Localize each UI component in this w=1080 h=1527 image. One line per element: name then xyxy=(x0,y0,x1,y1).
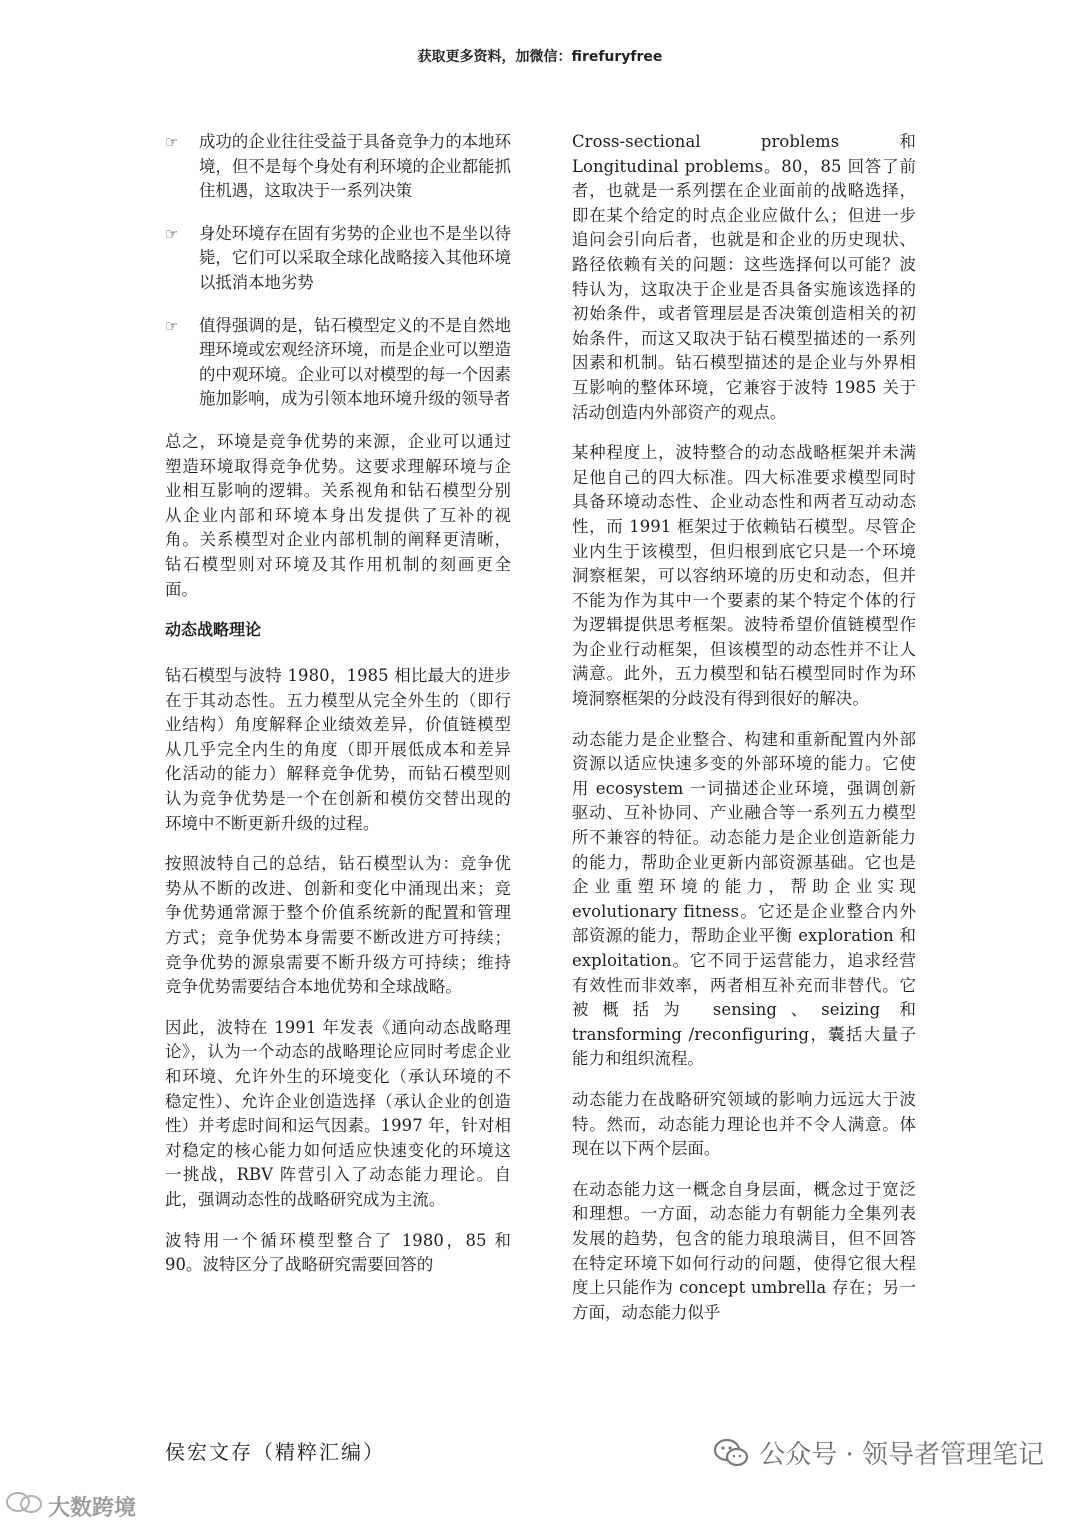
bullet-item xyxy=(165,130,511,204)
summary-paragraph: 总之，环境是竞争优势的来源，企业可以通过塑造环境取得竞争优势。这要求理解环境与企业相互影响的逻辑。关系视角和钻石模型分别从企业内部和环境本身出发提供了互补的视角。关系模型对企业内部机制的阐释更清晰，钻石模型则对环境及其作用机制的刻画更全面。 xyxy=(165,431,511,599)
pointing-hand-icon: ☞ xyxy=(165,224,179,243)
pointing-hand-icon: ☞ xyxy=(165,316,179,335)
chat-bubble-icon xyxy=(4,1490,44,1522)
body-paragraph: 在动态能力这一概念自身层面，概念过于宽泛和理想。一方面，动态能力有朝能力全集列表发展的趋势，包含的能力琅琅满目，但不回答在特定环境下如何行动的问题，使得它很大程度上只能作为 concept umbrella 存在；另一方面，动态能力似乎 xyxy=(572,1179,916,1322)
body-paragraph: 动态能力是企业整合、构建和重新配置内外部资源以适应快速多变的外部环境的能力。它使用 ecosystem 一词描述企业环境，强调创新驱动、互补协同、产业融合等一系列五力模型所不兼容的特征。动态能力是企业创造新能力的能力，帮助企业更新内部资源基础。它也是企业重塑环境的能力，帮助企业实现 evolutionary fitness。它还是企业整合内外部资源的能力，帮助企业平衡 exploration 和 exploitation。它不同于运营能力，追求经营有效性而非效率，两者相互补充而非替代。它被概括为 sensing、seizing 和 transforming /reconfiguring，囊括大量子能力和组织流程。 xyxy=(572,729,916,1069)
left-column xyxy=(165,130,511,1294)
body-paragraph: 波特用一个循环模型整合了 1980，85 和 90。波特区分了战略研究需要回答的 xyxy=(165,1230,511,1275)
body-paragraph: 因此，波特在 1991 年发表《通向动态战略理论》，认为一个动态的战略理论应同时考虑企业和环境、允许外生的环境变化（承认环境的不稳定性）、允许企业创造选择（承认企业的创造性）并考虑时间和运气因素。1997 年，针对相对稳定的核心能力如何适应快速变化的环境这一挑战，RBV 阵营引入了动态能力理论。自此，强调动态性的战略研究成为主流。 xyxy=(165,1017,511,1209)
body-paragraph: Cross-sectional problems 和 Longitudinal problems。80，85 回答了前者，也就是一系列摆在企业面前的战略选择，即在某个给定的时点企业应做什么；但进一步追问会引向后者，也就是和企业的历史现状、路径依赖有关的问题：这些选择何以可能？波特认为，这取决于企业是否具备实施该选择的初始条件，或者管理层是否决策创造相关的初始条件，而这又取决于钻石模型描述的一系列因素和机制。钻石模型描述的是企业与外界相互影响的整体环境，它兼容于波特 1985 关于活动创造内外部资产的观点。 xyxy=(572,132,916,422)
wechat-account-badge[interactable] xyxy=(713,1434,1044,1471)
body-paragraph: 按照波特自己的总结，钻石模型认为：竞争优势从不断的改进、创新和变化中涌现出来；竞争优势通常源于整个价值系统新的配置和管理方式；竞争优势本身需要不断改进方可持续；竞争优势的源泉需要不断升级方可持续；维持竞争优势需要结合本地优势和全球战略。 xyxy=(165,854,511,997)
book-title: 侯宏文存（精粹汇编） xyxy=(165,1440,385,1464)
body-paragraph: 钻石模型与波特 1980，1985 相比最大的进步在于其动态性。五力模型从完全外生的（即行业结构）角度解释企业绩效差异，价值链模型从几乎完全内生的角度（即开展低成本和差异化活动的能力）解释竞争优势，而钻石模型则认为竞争优势是一个在创新和模仿交替出现的环境中不断更新升级的过程。 xyxy=(165,666,511,833)
right-column xyxy=(572,130,916,1341)
bullet-item xyxy=(165,314,511,412)
bullet-text: 值得强调的是，钻石模型定义的不是自然地理环境或宏观经济环境，而是企业可以塑造的中观环境。企业可以对模型的每一个因素施加影响，成为引领本地环境升级的领导者 xyxy=(199,315,511,409)
bullet-text: 身处环境存在固有劣势的企业也不是坐以待毙，它们可以采取全球化战略接入其他环境以抵消本地劣势 xyxy=(199,223,511,292)
bullet-text: 成功的企业往往受益于具备竞争力的本地环境，但不是每个身处有利环境的企业都能抓住机遇，这取决于一系列决策 xyxy=(199,132,511,201)
wechat-icon xyxy=(713,1438,749,1468)
body-paragraph: 动态能力在战略研究领域的影响力远远大于波特。然而，动态能力理论也并不令人满意。体现在以下两个层面。 xyxy=(572,1089,916,1159)
wechat-label: 公众号 · 领导者管理笔记 xyxy=(759,1440,1044,1470)
body-paragraph: 某种程度上，波特整合的动态战略框架并未满足他自己的四大标准。四大标准要求模型同时具备环境动态性、企业动态性和两者互动动态性，而 1991 框架过于依赖钻石模型。尽管企业内生于该模型，但归根到底它只是一个环境洞察框架，可以容纳环境的历史和动态，但并不能为作为其中一个要素的某个特定个体的行为逻辑提供思考框架。波特希望价值链模型作为企业行动框架，但该模型的动态性并不让人满意。此外，五力模型和钻石模型同时作为环境洞察框架的分歧没有得到很好的解决。 xyxy=(572,443,916,709)
pointing-hand-icon: ☞ xyxy=(165,133,179,151)
watermark-text: 大数跨境 xyxy=(48,1495,137,1521)
bullet-item xyxy=(165,222,511,296)
section-heading: 动态战略理论 xyxy=(165,620,262,640)
page-header: 获取更多资料，加微信：firefuryfree xyxy=(417,49,663,65)
watermark-logo xyxy=(4,1490,136,1522)
